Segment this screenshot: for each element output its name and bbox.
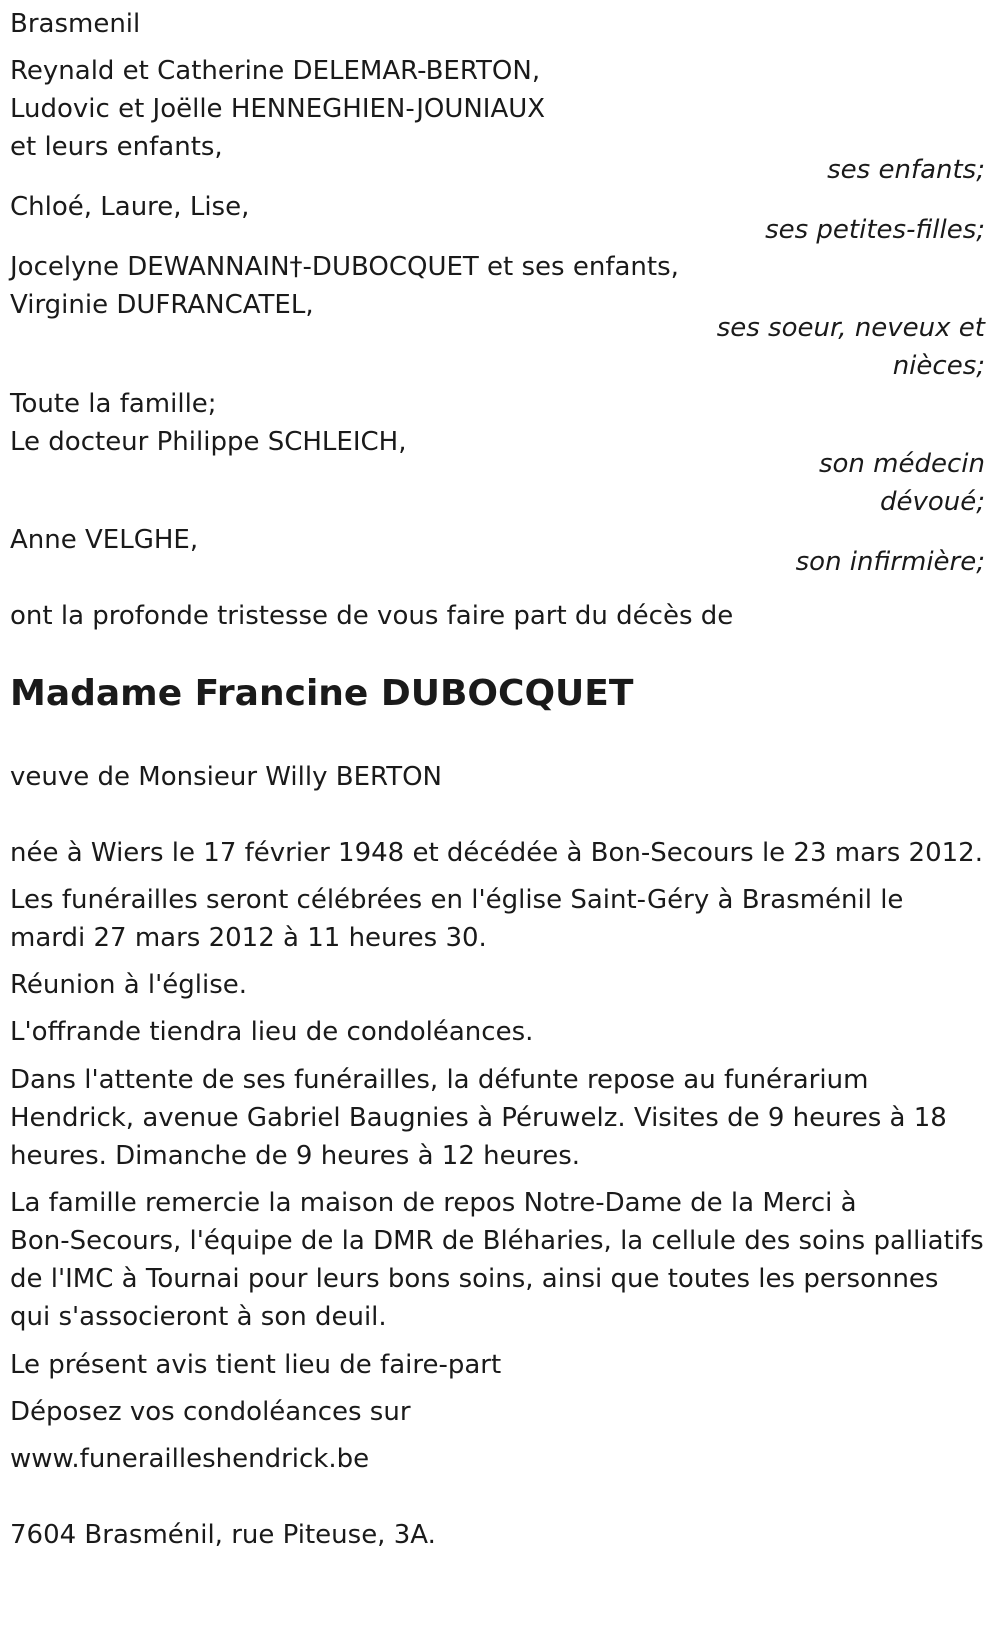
funeral-paragraph [10, 881, 985, 957]
rest-paragraph [10, 1061, 985, 1175]
thanks-line-1: La famille remercie la maison de repos Notre-Dame de la Merci à [10, 1188, 857, 1218]
cross-icon: † [289, 252, 303, 282]
address-line: 7604 Brasménil, rue Piteuse, 3A. [10, 1520, 436, 1550]
rest-line-2: Hendrick, avenue Gabriel Baugnies à Péruwelz. Visites de 9 heures à 18 [10, 1103, 947, 1133]
funeral-line-1: Les funérailles seront célébrées en l'église Saint-Géry à Brasménil le [10, 885, 904, 915]
granddaughters-line: Chloé, Laure, Lise, [10, 192, 250, 222]
nurse-role: son infirmière; [795, 547, 985, 577]
widow-of-line: veuve de Monsieur Willy BERTON [10, 762, 442, 792]
children-line-2: Ludovic et Joëlle HENNEGHIEN-JOUNIAUX [10, 94, 546, 124]
sister-name: Jocelyne DEWANNAIN [10, 252, 290, 282]
born-died-line: née à Wiers le 17 février 1948 et décédée à Bon-Secours le 23 mars 2012. [10, 838, 983, 868]
thanks-line-2: Bon-Secours, l'équipe de la DMR de Bléharies, la cellule des soins palliatifs [10, 1226, 984, 1256]
meeting-line: Réunion à l'église. [10, 970, 248, 1000]
funeral-line-2: mardi 27 mars 2012 à 11 heures 30. [10, 923, 487, 953]
granddaughters-role: ses petites-filles; [765, 215, 985, 245]
children-role: ses enfants; [827, 155, 985, 185]
announcement-line: ont la profonde tristesse de vous faire part du décès de [10, 601, 734, 631]
siblings-role-line-1: ses soeur, neveux et [716, 313, 985, 343]
thanks-paragraph [10, 1184, 985, 1336]
nurse-line: Anne VELGHE, [10, 525, 199, 555]
location-heading: Brasmenil [10, 9, 141, 39]
siblings-role-line-2: nièces; [892, 351, 985, 381]
notice-line: Le présent avis tient lieu de faire-part [10, 1350, 502, 1380]
condolences-line: Déposez vos condoléances sur [10, 1397, 411, 1427]
rest-line-3: heures. Dimanche de 9 heures à 12 heures. [10, 1141, 581, 1171]
niece-line: Virginie DUFRANCATEL, [10, 290, 314, 320]
children-line-1: Reynald et Catherine DELEMAR-BERTON, [10, 56, 541, 86]
thanks-line-4: qui s'associeront à son deuil. [10, 1302, 387, 1332]
sister-name-suffix: -DUBOCQUET et ses enfants, [302, 252, 679, 282]
doctor-role-line-2: dévoué; [879, 487, 985, 517]
deceased-name: Madame Francine DUBOCQUET [10, 673, 634, 714]
website-link[interactable]: www.funerailleshendrick.be [10, 1444, 370, 1474]
offering-line: L'offrande tiendra lieu de condoléances. [10, 1017, 534, 1047]
rest-line-1: Dans l'attente de ses funérailles, la défunte repose au funérarium [10, 1065, 869, 1095]
sister-line [10, 248, 679, 286]
doctor-line: Le docteur Philippe SCHLEICH, [10, 427, 407, 457]
children-line-3: et leurs enfants, [10, 132, 223, 162]
thanks-line-3: de l'IMC à Tournai pour leurs bons soins, ainsi que toutes les personnes [10, 1264, 939, 1294]
doctor-role-line-1: son médecin [818, 449, 985, 479]
whole-family-line: Toute la famille; [10, 389, 217, 419]
